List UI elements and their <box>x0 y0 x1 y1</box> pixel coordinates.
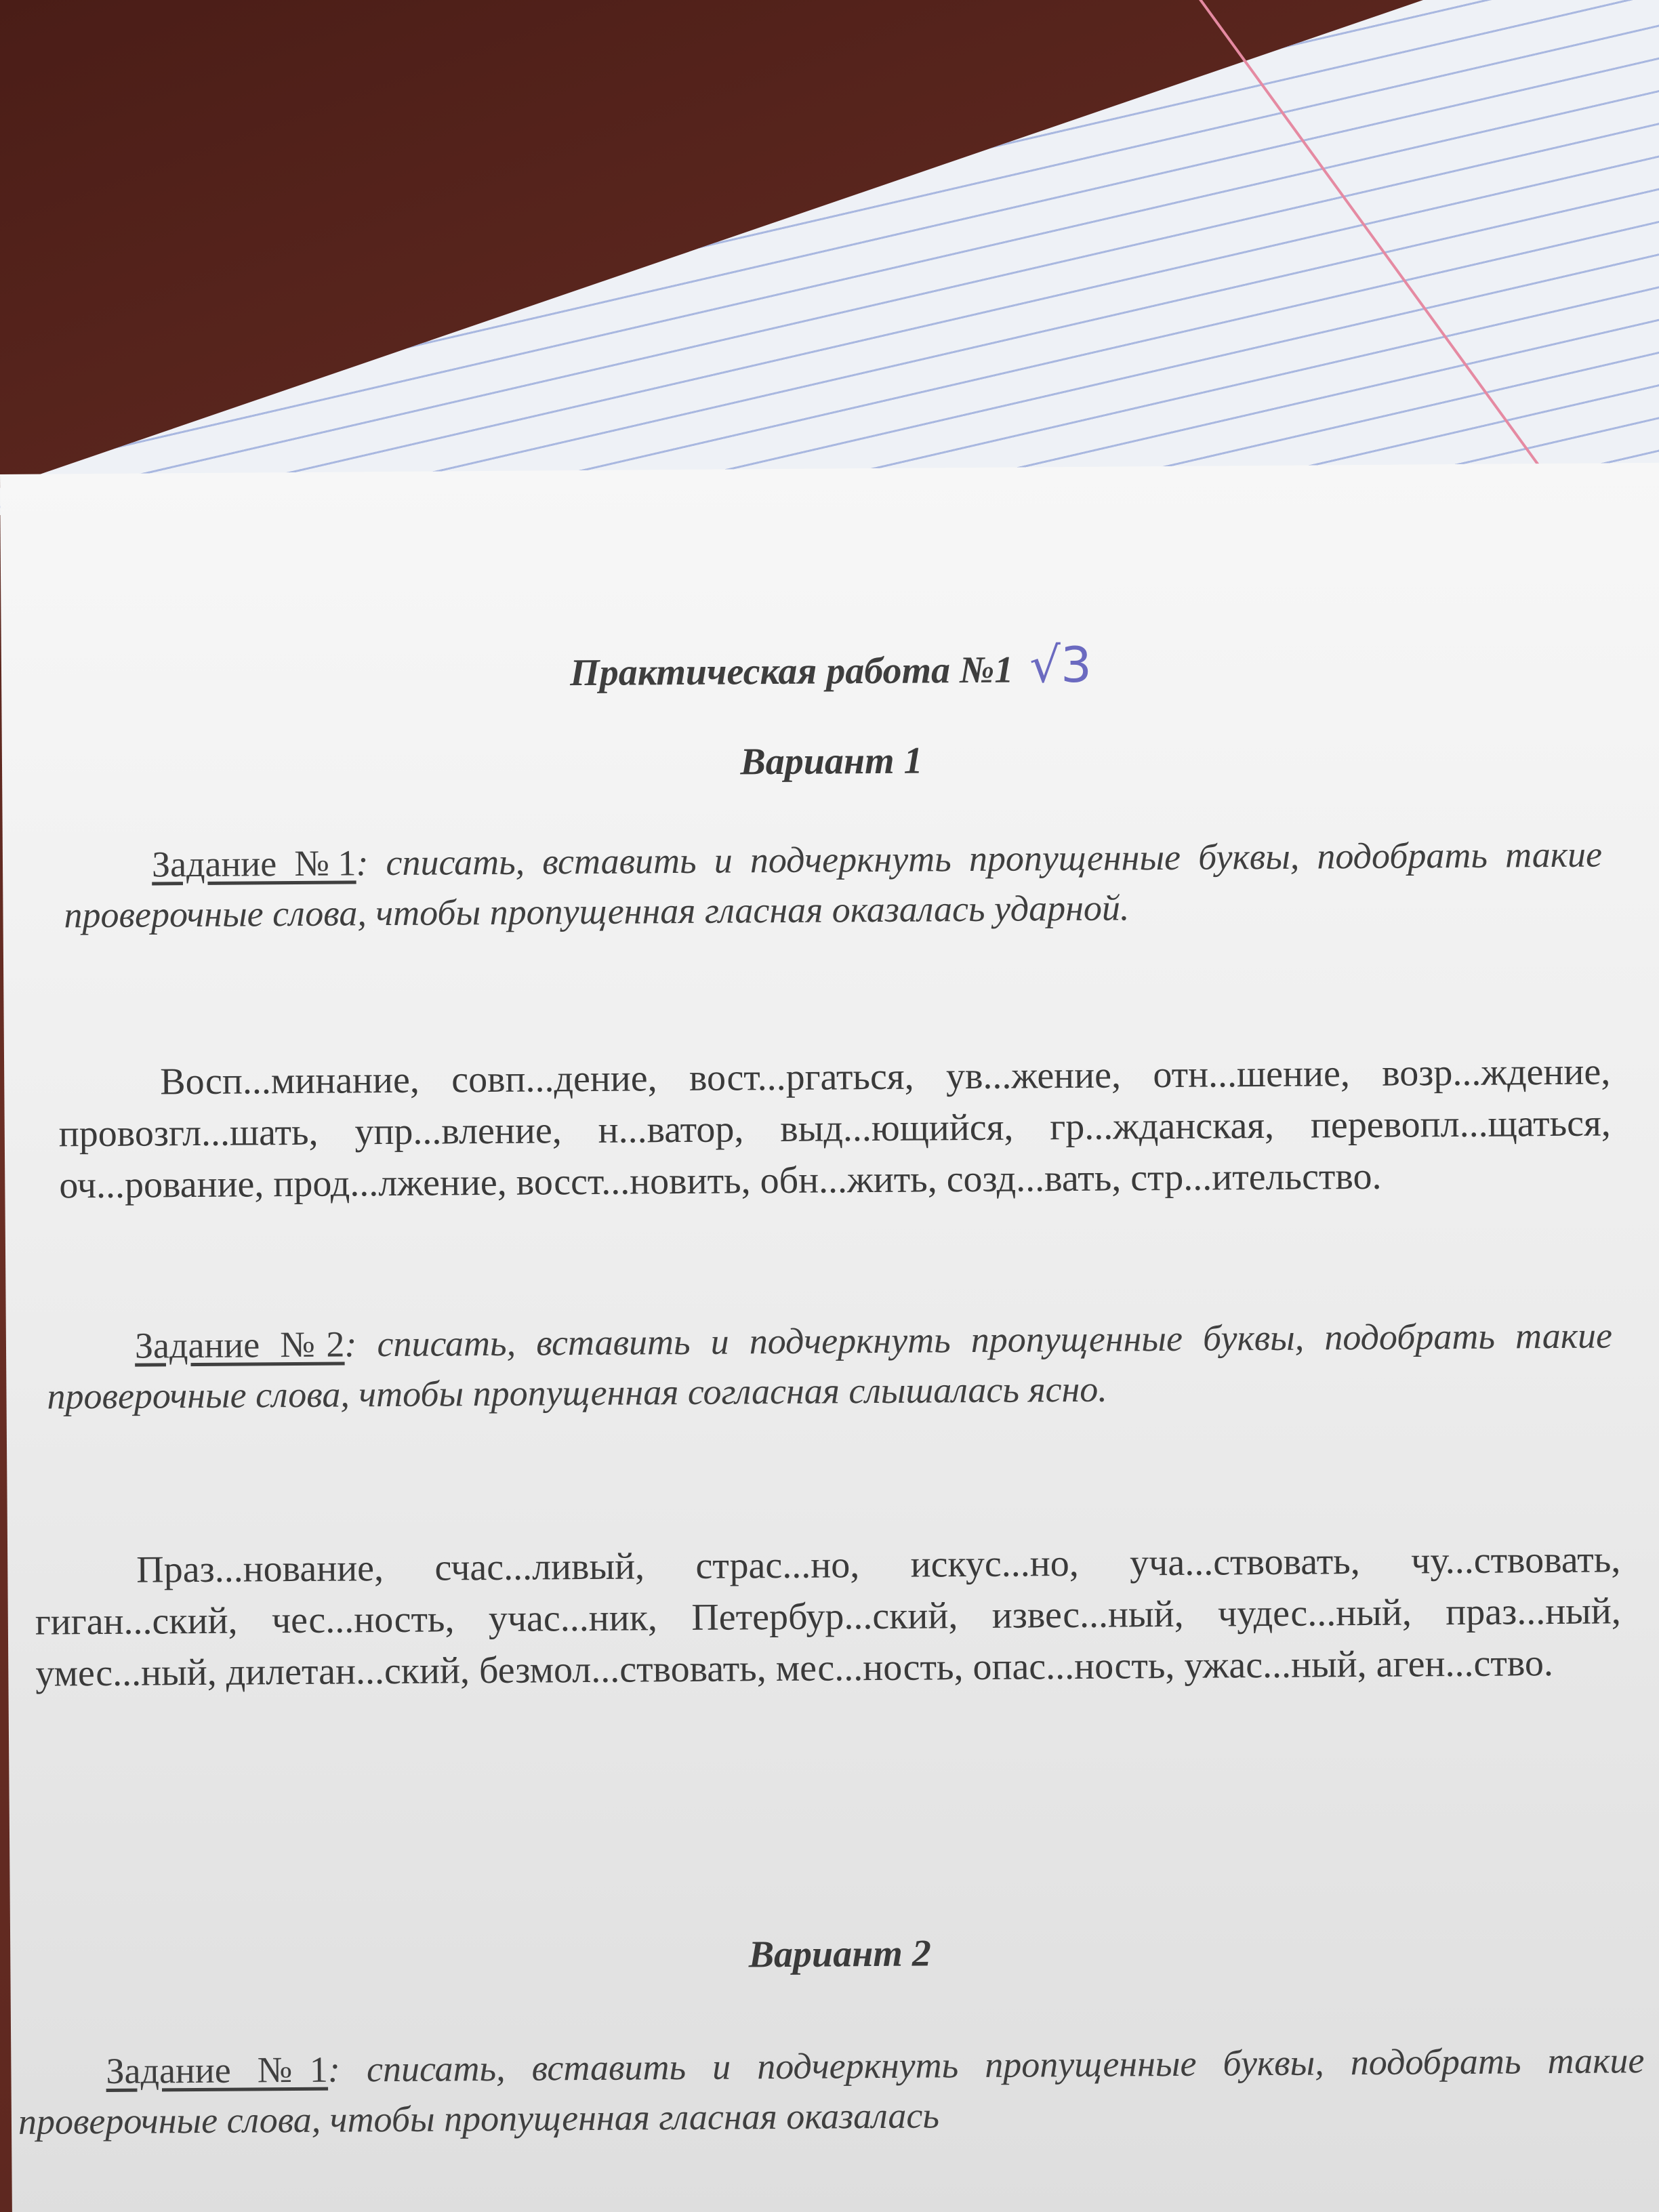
task-2-instruction: : списать, вставить и подчеркнуть пропущенные буквы, подобрать такие проверочные слова, чтобы пропущенная согласная слышалась ясно. <box>47 1315 1613 1417</box>
variant-2-task-1-label: Задание №1 <box>106 2049 329 2091</box>
variant-2-task-1 <box>18 2035 1645 2147</box>
task-1-instruction: : списать, вставить и подчеркнуть пропущенные буквы, подобрать такие проверочные слова, чтобы пропущенная гласная оказалась ударной. <box>64 834 1603 936</box>
variant-2-task-1-instruction: : списать, вставить и подчеркнуть пропущенные буквы, подобрать такие проверочные слова, чтобы пропущенная гласная оказалась <box>18 2040 1645 2142</box>
variant-1-words-2: Праз...нование, счас...ливый, страс...но, искус...но, уча...ствовать, чу...ствовать, гиган...ский, чес...ность, учас...ник, Петербур...ский, извес...ный, чудес...ный, праз...ный, умес...ный, дилетан...ский, безмол...ствовать, мес...ность, опас...ность, ужас...ный, аген...ство. <box>35 1538 1621 1695</box>
task-1-label: Задание №1 <box>151 842 356 885</box>
title-text: Практическая работа №1 <box>569 649 1014 695</box>
variant-1-words-1: Восп...минание, совп...дение, вост...ргаться, ув...жение, отн...шение, возр...ждение, провозгл...шать, упр...вление, н...ватор, выд...ющийся, гр...жданская, перевопл...щаться, оч...рование, прод...лжение, восст...новить, обн...жить, созд...вать, стр...ительство. <box>58 1050 1611 1207</box>
variant-2-heading: Вариант 2 <box>748 1932 932 1976</box>
task-2-label: Задание №2 <box>134 1324 345 1366</box>
variant-1-task-2 <box>47 1310 1613 1421</box>
variant-1-task-1 <box>64 830 1603 941</box>
notebook-sheet <box>0 0 1659 515</box>
worksheet-title <box>1 632 1659 701</box>
handwritten-correction: √3 <box>1029 636 1092 694</box>
printed-worksheet <box>0 463 1659 2212</box>
variant-1-heading: Вариант 1 <box>740 739 923 783</box>
